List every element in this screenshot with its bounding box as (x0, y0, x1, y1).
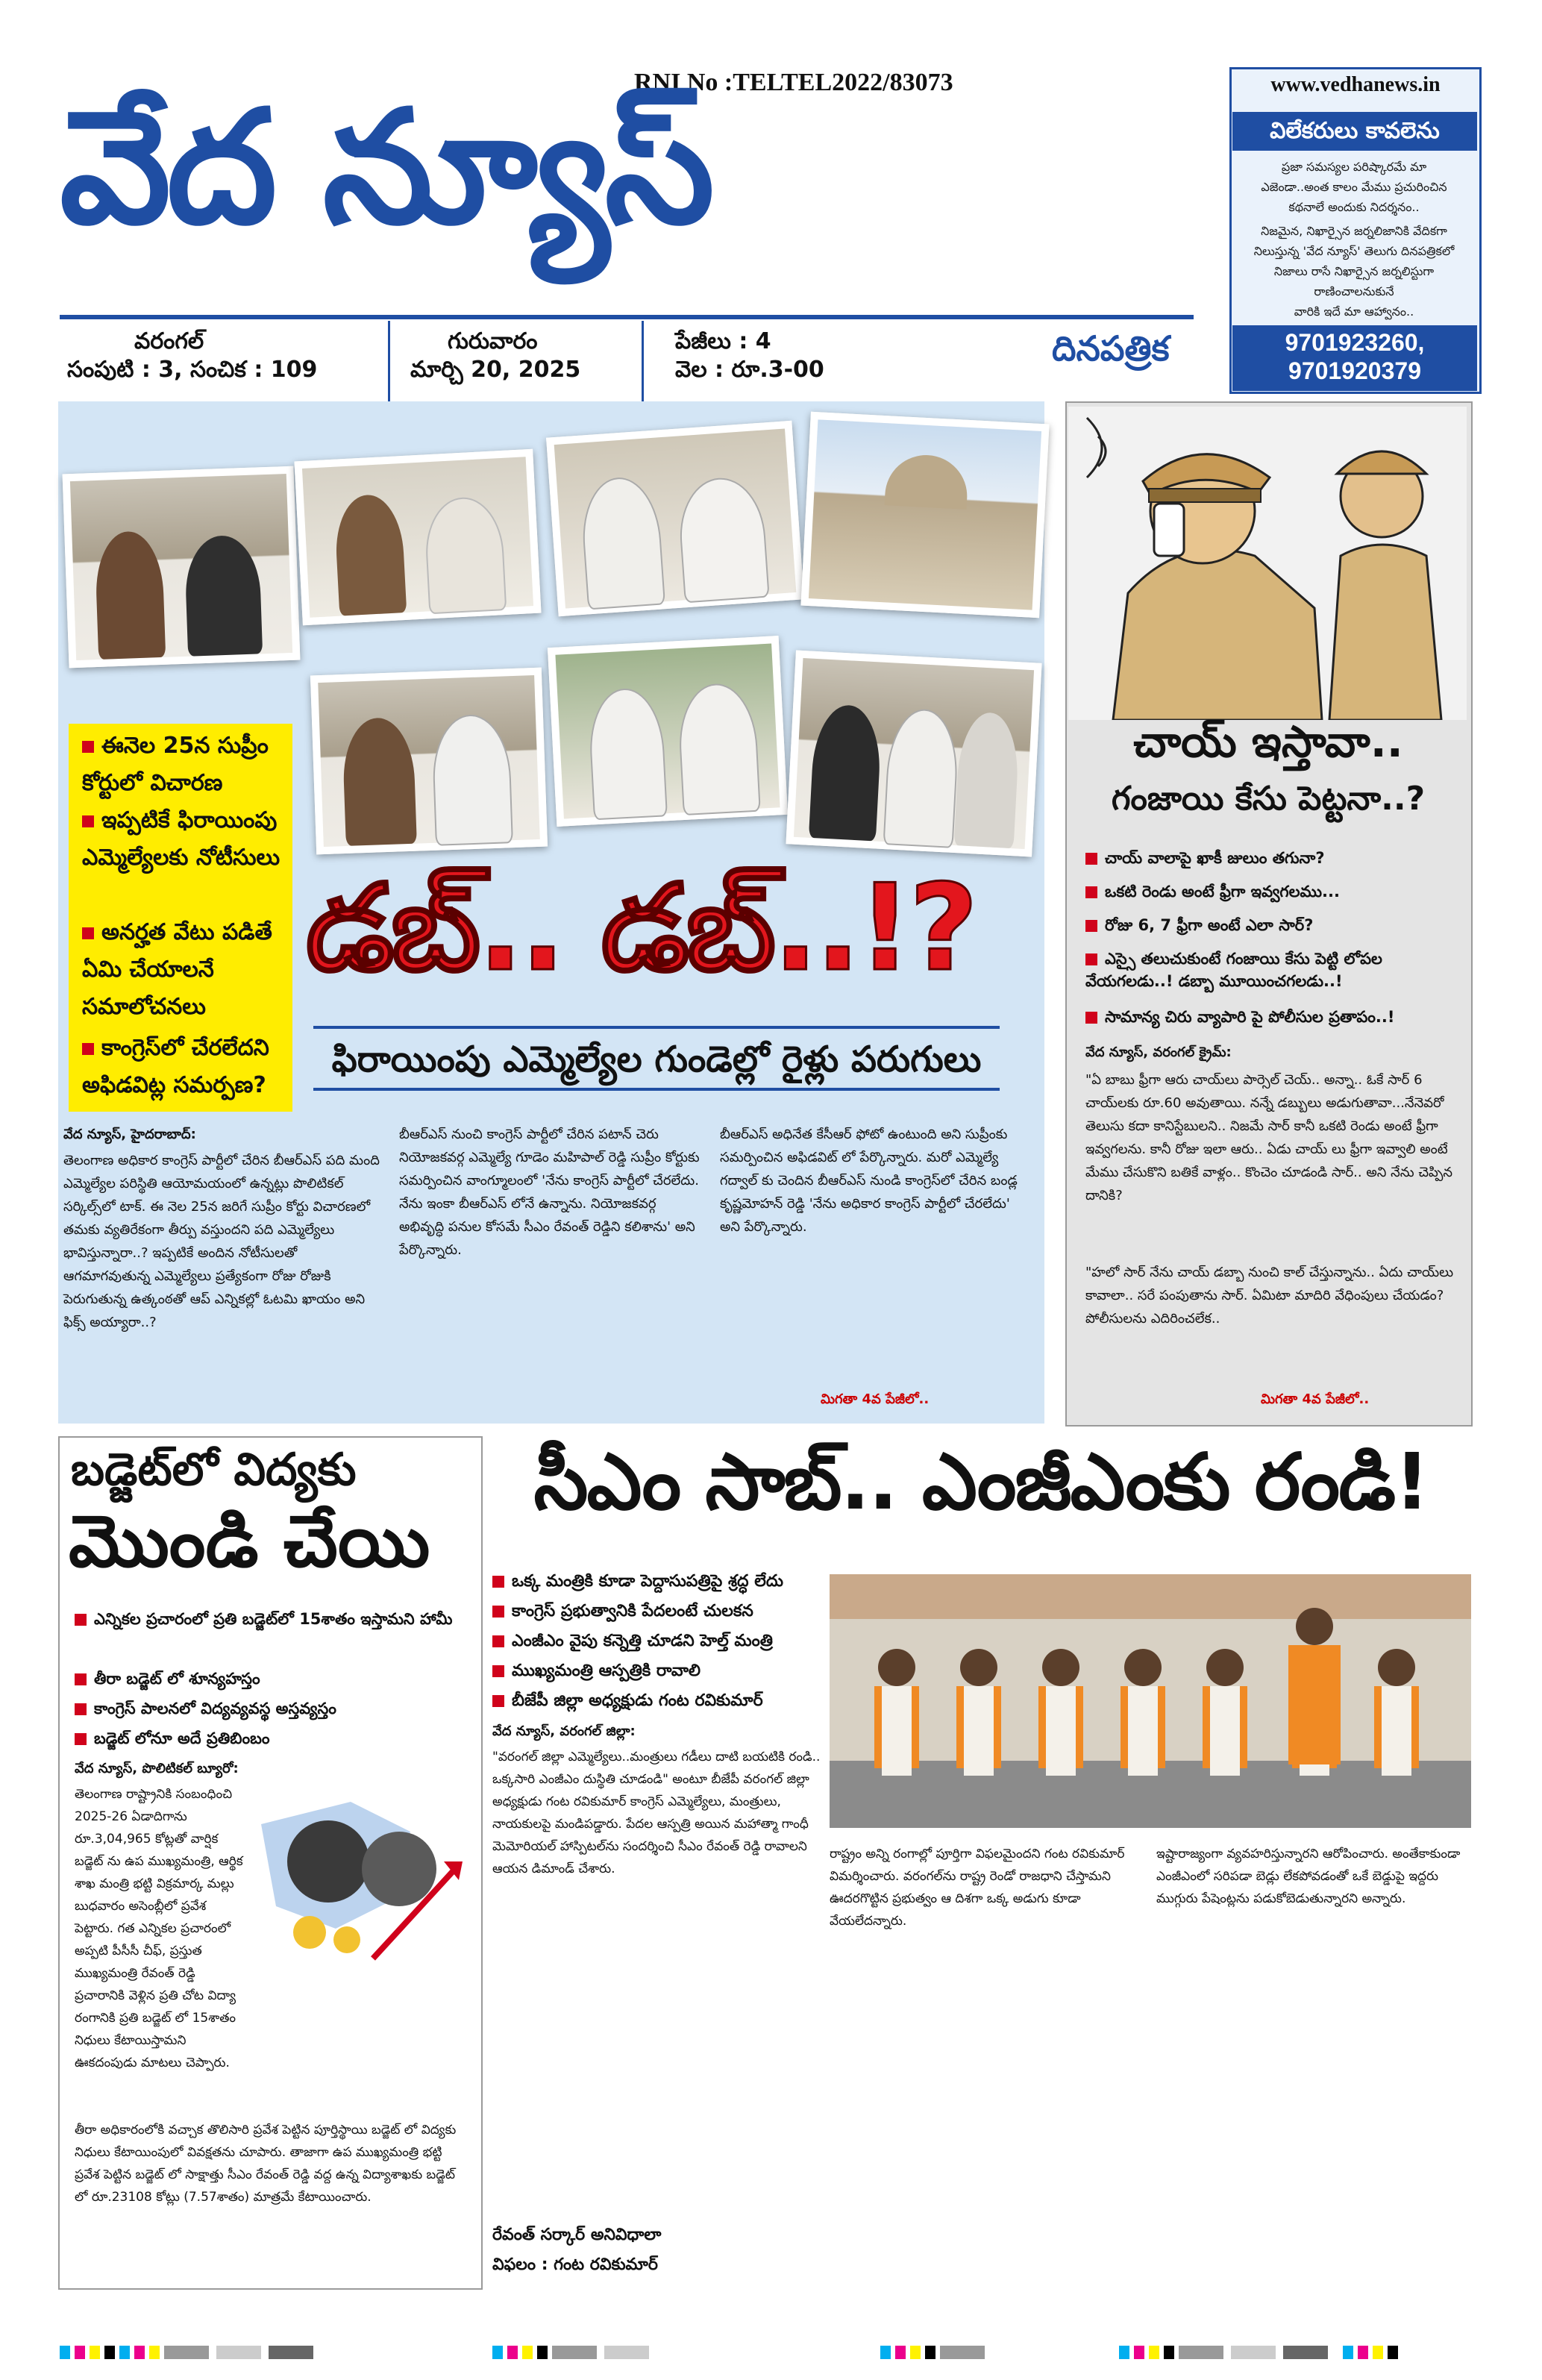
news-photo (548, 636, 788, 827)
phone-number[interactable]: 9701920379 (1288, 357, 1421, 384)
cm-pull-quote: విఫలం : గంట రవికుమార్ (492, 2255, 658, 2274)
ad-line: నిలుస్తున్న 'వేద న్యూస్' తెలుగు దినపత్రికలో (1253, 244, 1455, 258)
city-label: వరంగల్ (134, 328, 204, 354)
ad-line: నిజాలు రాసే నిఖార్సైన జర్నలిస్టుగా (1273, 264, 1435, 278)
cm-headline: సీఎం సాబ్.. ఎంజీఎంకు రండి! (533, 1436, 1429, 1527)
newspaper-title: వేద న్యూస్ (60, 76, 710, 259)
chai-bullet: సామాన్య చిరు వ్యాపారి పై పోలీసుల ప్రతాపం..! (1085, 1006, 1466, 1028)
highlight-item: అనర్హత వేటు పడితే ఏమి చేయాలనే సమాలోచనలు (82, 919, 272, 1020)
bullet-icon (492, 1606, 504, 1618)
cm-bullet: ముఖ్యమంత్రి ఆస్పత్రికి రావాలి (492, 1656, 821, 1686)
bullet-icon (492, 1635, 504, 1647)
budget-bullet: బడ్జెట్ లోనూ అదే ప్రతిబింబం (75, 1723, 477, 1753)
bullet-icon (82, 741, 94, 753)
cm-pull-quote: రేవంత్ సర్కార్ అనివిధాలా (492, 2226, 662, 2244)
chai-article: "ఏ బాబు ఫ్రీగా ఆరు చాయ్‌లు పార్సెల్ చెయ్.. అన్నా.. ఓకే సార్ 6 చాయ్‌లకు రూ.60 అవుతాయి. నన్నే డబ్బులు అడుగుతావా...నేనెవరో తెలుసు కదా కానిస్టేబులని.. నిజమే సార్ కానీ ఒకటి రెండు అంటే ఫ్రీగా ఇవ్వగలను. కానీ రోజు ఇలా ఆరు.. ఏడు చాయ్ లు ఫ్రీగా ఇవ్వాలి అంటే మేము చేసుకొని బతికే వాళ్లం.. కొంచెం చూడండి సార్.. అని నేను చెప్పిన దానికి? (1085, 1072, 1452, 1203)
weekday: గురువారం (448, 328, 538, 354)
ad-phone-numbers[interactable] (1232, 325, 1477, 391)
masthead-divider (388, 321, 390, 410)
supreme-court-photo (800, 412, 1049, 618)
budget-bullet: ఎన్నికల ప్రచారంలో ప్రతి బడ్జెట్‌లో 15శాతం ఇస్తామని హామీ (75, 1604, 477, 1634)
budget-article: తెలంగాణ రాష్ట్రానికి సంబంధించి 2025-26 ఏడాదిగాను రూ.3,04,965 కోట్లతో వార్షిక బడ్జెట్ ను ఉప ముఖ్యమంత్రి, ఆర్థిక శాఖ మంత్రి భట్టి విక్రమార్క మల్లు బుధవారం అసెంబ్లీలో ప్రవేశ పెట్టారు. గత ఎన్నికల ప్రచారంలో అప్పటి పీసీసీ చీఫ్, ప్రస్తుత ముఖ్యమంత్రి రేవంత్ రెడ్డి ప్రచారానికి వెళ్లిన ప్రతి చోట విద్యా రంగానికి ప్రతి బడ్జెట్ లో 15శాతం నిధులు కేటాయిస్తామని ఊకదంపుడు మాటలు చెప్పారు. (75, 1787, 243, 2070)
cm-article: "వరంగల్ జిల్లా ఎమ్మెల్యేలు..మంత్రులు గడీలు దాటి బయటికి రండి.. ఒక్కసారి ఎంజీఎం దుస్థితి చూడండి" అంటూ బీజేపీ వరంగల్ జిల్లా అధ్యక్షుడు గంట రవికుమార్ కాంగ్రెస్ ఎమ్మెల్యేలు, మంత్రులు, నాయకులపై మండిపడ్డారు. పేదల ఆస్పత్రి అయిన మహాత్మా గాంధీ మెమోరియల్ హాస్పిటల్‌ను సందర్శించి సీఎం రేవంత్ రెడ్డి రావాలని ఆయన డిమాండ్ చేశారు. (492, 1750, 821, 1876)
rni-number: RNI No :TELTEL2022/83073 (634, 69, 953, 96)
budget-headline-1: బడ్జెట్‌లో విద్యకు (71, 1444, 357, 1496)
highlight-item: ఇప్పటికే ఫిరాయింపు ఎమ్మెల్యేలకు నోటీసులు (82, 807, 280, 871)
website-url[interactable]: www.vedhanews.in (1270, 73, 1441, 96)
news-photo (786, 651, 1041, 857)
ad-line: రాణించాలనుకునే (1314, 284, 1394, 298)
chai-subheadline: గంజాయి కేసు పెట్టనా..? (1111, 780, 1426, 818)
ad-line: ప్రజా సమస్యల పరిష్కారమే మా (1281, 160, 1427, 174)
bullet-icon (1085, 920, 1097, 932)
ad-heading: విలేకరులు కావలెను (1232, 112, 1477, 151)
news-photo (63, 466, 301, 668)
cm-article: రాష్ట్రం అన్ని రంగాల్లో పూర్తిగా విఫలమైందని గంట రవికుమార్ విమర్శించారు. వరంగల్‌ను రాష్ట్ర రెండో రాజధాని చేస్తామని ఊదరగొట్టిన ప్రభుత్వం ఆ దిశగా ఒక్క అడుగు కూడా వేయలేదన్నారు. (830, 1847, 1125, 1929)
bjp-meeting-photo (830, 1574, 1471, 1828)
bullet-icon (75, 1614, 87, 1626)
police-illustration (1068, 407, 1467, 720)
ad-line: వారికి ఇదే మా ఆహ్వానం.. (1294, 304, 1414, 319)
news-photo (546, 421, 804, 616)
bullet-icon (1085, 886, 1097, 898)
dateline: వేద న్యూస్, హైదరాబాద్: (63, 1127, 196, 1142)
budget-headline-2: మొండి చేయి (69, 1500, 430, 1583)
bullet-icon (82, 1043, 94, 1055)
bullet-icon (1085, 1012, 1097, 1024)
ad-line: ఎజెండా..అంత కాలం మేము ప్రచురించిన (1261, 180, 1447, 194)
bullet-icon (1085, 953, 1097, 965)
budget-article: తీరా అధికారంలోకి వచ్చాక తొలిసారి ప్రవేశ పెట్టిన పూర్తిస్థాయి బడ్జెట్ లో విద్యకు నిధులు కేటాయింపులో వివక్షతను చూపారు. తాజాగా ఉప ముఖ్యమంత్రి భట్టి ప్రవేశ పెట్టిన బడ్జెట్ లో సాక్షాత్తు సీఎం రేవంత్ రెడ్డి వద్ద ఉన్న విద్యాశాఖకు బడ్జెట్ లో రూ.23108 కోట్లు (7.57శాతం) మాత్రమే కేటాయించారు. (75, 2123, 457, 2205)
masthead-rule (60, 315, 1194, 319)
bullet-icon (75, 1733, 87, 1745)
highlight-item: ఈనెల 25న సుప్రీం కోర్టులో విచారణ (82, 733, 269, 796)
ad-line: కథనాలే అందుకు నిదర్శనం.. (1288, 200, 1420, 214)
issue-date: మార్చి 20, 2025 (410, 357, 581, 383)
cm-bullet: బీజేపీ జిల్లా అధ్యక్షుడు గంట రవికుమార్ (492, 1686, 821, 1716)
bullet-icon (492, 1665, 504, 1677)
ad-line: నిజమైన, నిఖార్సైన జర్నలిజానికి వేదికగా (1261, 224, 1447, 238)
phone-number[interactable]: 9701923260, (1285, 329, 1425, 356)
continued-note: మిగతా 4వ పేజీలో.. (821, 1391, 930, 1407)
budget-graphic (246, 1779, 470, 1966)
lead-headline: డబ్.. డబ్..!? (306, 858, 976, 998)
continued-note: మిగతా 4వ పేజీలో.. (1261, 1391, 1370, 1407)
page-count: పేజీలు : 4 (675, 328, 771, 354)
cm-bullet: కాంగ్రెస్ ప్రభుత్వానికి పేదలంటే చులకన (492, 1597, 821, 1626)
masthead-divider (642, 321, 644, 410)
chai-article: "హలో సార్ నేను చాయ్ డబ్బా నుంచి కాల్ చేస్తున్నాను.. ఏదు చాయ్‌లు కావాలా.. సరే పంపుతాను సార్. ఏమిటా మాదిరి వేధింపులు చేయడం? పోలీసులను ఎదిరించలేక.. (1085, 1265, 1454, 1327)
highlight-item: కాంగ్రెస్‌లో చేరలేదని అఫిడవిట్ల సమర్పణ? (82, 1035, 269, 1098)
chai-headline: చాయ్ ఇస్తావా.. (1133, 716, 1403, 767)
cm-bullet: ఒక్క మంత్రికి కూడా పెద్దాసుపత్రిపై శ్రద్ధ లేదు (492, 1567, 821, 1597)
article-column: తెలంగాణ అధికార కాంగ్రెస్ పార్టీలో చేరిన బీఆర్ఎస్ పది మంది ఎమ్మెల్యేల పరిస్థితి ఆయోమయంలో ఉన్నట్లు పొలిటికల్ సర్కిల్స్‌లో టాక్. ఈ నెల 25న జరిగే సుప్రీం కోర్టు విచారణలో తమకు వ్యతిరేకంగా తీర్పు వస్తుందని పది ఎమ్మెల్యేలు భావిస్తున్నారా..? ఇప్పటికే అందిన నోటీసులతో ఆగమాగవుతున్న ఎమ్మెల్యేలు ప్రత్యేకంగా రోజు రోజుకి పెరుగుతున్న ఉత్కంఠతో ఆప్ ఎన్నికల్లో ఓటమి ఖాయం అని ఫిక్స్ అయ్యారా..? (63, 1153, 380, 1330)
rule (313, 1088, 1000, 1091)
news-photo (310, 668, 548, 855)
daily-label: దినపత్రిక (1052, 328, 1170, 369)
price: వెల : రూ.3-00 (675, 357, 824, 383)
chai-bullet: ఎస్సై తలుచుకుంటే గంజాయి కేసు పెట్టి లోపల వేయగలడు..! డబ్బా మూయించగలడు..! (1085, 950, 1382, 990)
lead-subheadline: ఫిరాయింపు ఎమ్మెల్యేల గుండెల్లో రైళ్లు పరుగులు (331, 1039, 982, 1080)
bullet-icon (75, 1673, 87, 1685)
dateline: వేద న్యూస్, వరంగల్ క్రైమ్: (1085, 1045, 1232, 1060)
bullet-icon (492, 1695, 504, 1707)
budget-bullet: తీరా బడ్జెట్ లో శూన్యహస్తం (75, 1664, 477, 1694)
chai-bullet: చాయ్ వాలాపై ఖాకీ జులుం తగునా? (1085, 847, 1466, 869)
cm-article: ఇష్టారాజ్యంగా వ్యవహరిస్తున్నారని ఆరోపించారు. అంతేకాకుండా ఎంజీఎంలో సరిపడా బెడ్లు లేకపోవడంతో ఒకే బెడ్డుపై ఇద్దరు ముగ్గురు పేషెంట్లను పడుకోబెడుతున్నారని అన్నారు. (1156, 1847, 1461, 1906)
article-column: బీఆర్ఎస్ అధినేత కేసీఆర్ ఫోటో ఉంటుంది అని సుప్రీంకు సమర్పించిన అఫిడవిట్ లో పేర్కొన్నారు. మరో ఎమ్మెల్యే గద్వాల్ కు చెందిన బీఆర్ఎస్ నుండి కాంగ్రెస్‌లో చేరిన బండ్ల కృష్ణమోహన్ రెడ్డి 'నేను అధికార కాంగ్రెస్ పార్టీలో చేరలేదు' అని పేర్కొన్నారు. (720, 1127, 1018, 1235)
dateline: వేద న్యూస్, వరంగల్ జిల్లా: (492, 1723, 636, 1739)
budget-bullet: కాంగ్రెస్ పాలనలో విద్యవ్యవస్థ అస్తవ్యస్తం (75, 1694, 477, 1723)
volume-issue: సంపుటి : 3, సంచిక : 109 (67, 357, 318, 383)
print-color-bar (0, 2343, 1542, 2362)
bullet-icon (1085, 853, 1097, 865)
cm-bullet: ఎంజీఎం వైపు కన్నెత్తి చూడని హెల్త్ మంత్రి (492, 1626, 821, 1656)
chai-bullet: రోజు 6, 7 ఫ్రీగా అంటే ఎలా సార్? (1085, 914, 1466, 936)
article-column: బీఆర్ఎస్ నుంచి కాంగ్రెస్ పార్టీలో చేరిన పటాన్ చెరు నియోజకవర్గ ఎమ్మెల్యే గూడెం మహిపాల్ రెడ్డి సుప్రీం కోర్టుకు సమర్పించిన వాంగ్మూలంలో 'నేను కాంగ్రెస్ పార్టీలో చేరలేదు. నేను ఇంకా బీఆర్ఎస్ లోనే ఉన్నాను. నియోజకవర్గ అభివృద్ధి పనుల కోసమే సీఎం రేవంత్ రెడ్డిని కలిశాను' అని పేర్కొన్నారు. (399, 1127, 700, 1258)
news-photo (294, 449, 541, 625)
bullet-icon (75, 1703, 87, 1715)
bullet-icon (82, 927, 94, 939)
bullet-icon (492, 1576, 504, 1588)
dateline: వేద న్యూస్, పొలిటికల్ బ్యూరో: (75, 1761, 239, 1776)
chai-bullet: ఒకటి రెండు అంటే ఫ్రీగా ఇవ్వగలము... (1085, 880, 1466, 903)
rule (313, 1026, 1000, 1029)
bullet-icon (82, 815, 94, 827)
